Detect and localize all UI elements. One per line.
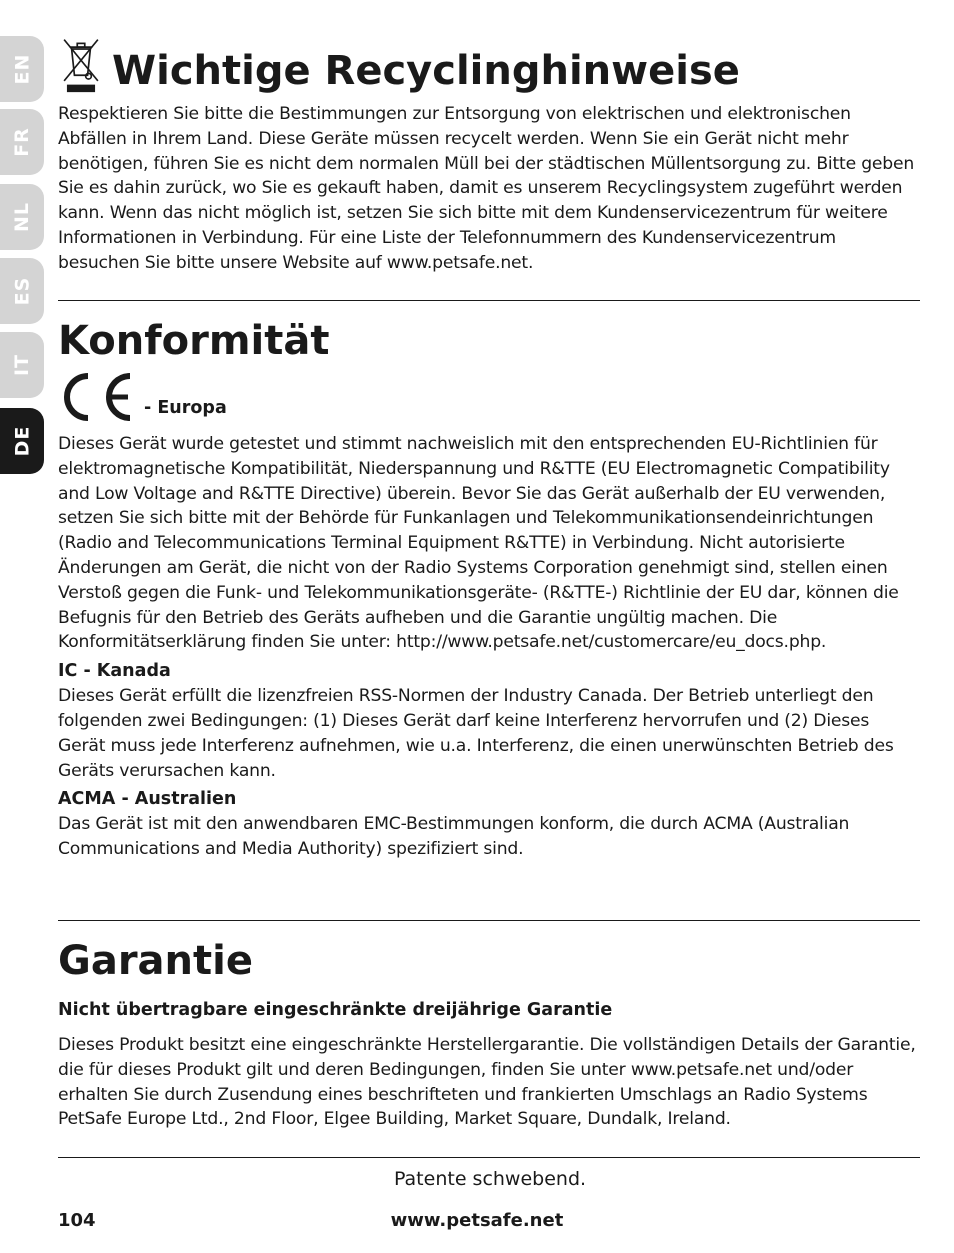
europe-body: Dieses Gerät wurde getestet und stimmt nachweislich mit den entsprechenden EU-Richtlinien für elektromagnetische Kompatibilität, Niederspannung und R&TTE (EU Electromagnetic Compatibility and Low Voltage and R&TTE Directive) überein. Bevor Sie das Gerät außerhalb der EU verwenden, setzen Sie sich bitte mit der Behörde für Funkanlagen und Telekommunikationsendeinrichtungen (Radio and Telecommunications Terminal Equipment R&TTE) in Verbindung. Nicht autorisierte Änderungen am Gerät, die nicht von der Radio Systems Corporation genehmigt sind, stellen einen Verstoß gegen die Funk- und Telekommunikationsgeräte- (R&TTE-) Richtlinie der EU dar, können die Befugnis für den Betrieb des Geräts aufheben und die Garantie ungültig machen. Die Konformitätserklärung finden Sie unter: http://www.petsafe.net/customercare/eu_docs.php.: [58, 434, 899, 653]
tab-label-de: DE: [10, 425, 33, 457]
footer-divider: [58, 1157, 920, 1158]
footer-url[interactable]: www.petsafe.net: [390, 1210, 564, 1231]
patent-note: Patente schwebend.: [393, 1168, 587, 1190]
crossed-out-wheelie-bin-icon: [58, 34, 104, 94]
section-divider: [58, 300, 920, 301]
conformity-title: Konformität: [58, 318, 330, 364]
warranty-section: [58, 938, 920, 1132]
tab-it[interactable]: [0, 332, 44, 398]
page-number: 104: [58, 1210, 96, 1231]
recycling-section: [58, 48, 920, 276]
warranty-subtitle: Nicht übertragbare eingeschränkte dreijährige Garantie: [58, 1000, 613, 1020]
ce-mark-icon: [58, 372, 138, 422]
recycling-title: Wichtige Recyclinghinweise: [112, 48, 740, 94]
tab-de[interactable]: [0, 408, 44, 474]
ce-row: [58, 366, 920, 422]
section-divider: [58, 920, 920, 921]
tab-label-es: ES: [10, 276, 33, 306]
tab-label-fr: FR: [10, 127, 33, 157]
tab-es[interactable]: [0, 258, 44, 324]
recycling-title-row: [58, 48, 920, 94]
tab-en[interactable]: [0, 36, 44, 102]
tab-label-en: EN: [10, 53, 33, 85]
australia-body: Das Gerät ist mit den anwendbaren EMC-Bestimmungen konform, die durch ACMA (Australian Communications and Media Authority) spezifiziert sind.: [58, 814, 850, 860]
tab-fr[interactable]: [0, 109, 44, 175]
tab-nl[interactable]: [0, 184, 44, 250]
europe-label: - Europa: [144, 398, 227, 418]
canada-body: Dieses Gerät erfüllt die lizenzfreien RSS-Normen der Industry Canada. Der Betrieb unterliegt den folgenden zwei Bedingungen: (1) Dieses Gerät darf keine Interferenz hervorrufen und (2) Dieses Gerät muss jede Interferenz aufnehmen, wie u.a. Interferenz, die einen unerwünschten Betrieb des Geräts verursachen kann.: [58, 686, 894, 781]
conformity-section: [58, 318, 920, 862]
warranty-body: Dieses Produkt besitzt eine eingeschränkte Herstellergarantie. Die vollständigen Details der Garantie, die für dieses Produkt gilt und deren Bedingungen, finden Sie unter www.petsafe.net und/oder erhalten Sie durch Zusendung eines beschrifteten und frankierten Umschlags an Radio Systems PetSafe Europe Ltd., 2nd Floor, Elgee Building, Market Square, Dundalk, Ireland.: [58, 1035, 916, 1130]
tab-label-nl: NL: [10, 201, 33, 233]
australia-label: ACMA - Australien: [58, 789, 237, 810]
warranty-title: Garantie: [58, 938, 253, 984]
canada-label: IC - Kanada: [58, 661, 171, 682]
recycling-body: Respektieren Sie bitte die Bestimmungen zur Entsorgung von elektrischen und elektronischen Abfällen in Ihrem Land. Diese Geräte müssen recycelt werden. Wenn Sie ein Gerät nicht mehr benötigen, führen Sie es nicht dem normalen Müll bei der städtischen Müllentsorgung zu. Bitte geben Sie es dahin zurück, wo Sie es gekauft haben, damit es unserem Recyclingsystem zugeführt werden kann. Wenn das nicht möglich ist, setzen Sie sich bitte mit dem Kundenservicezentrum für weitere Informationen in Verbindung. Für eine Liste der Telefonnummern des Kundenservicezentrum besuchen Sie bitte unsere Website auf www.petsafe.net.: [58, 104, 915, 273]
tab-label-it: IT: [11, 353, 33, 377]
